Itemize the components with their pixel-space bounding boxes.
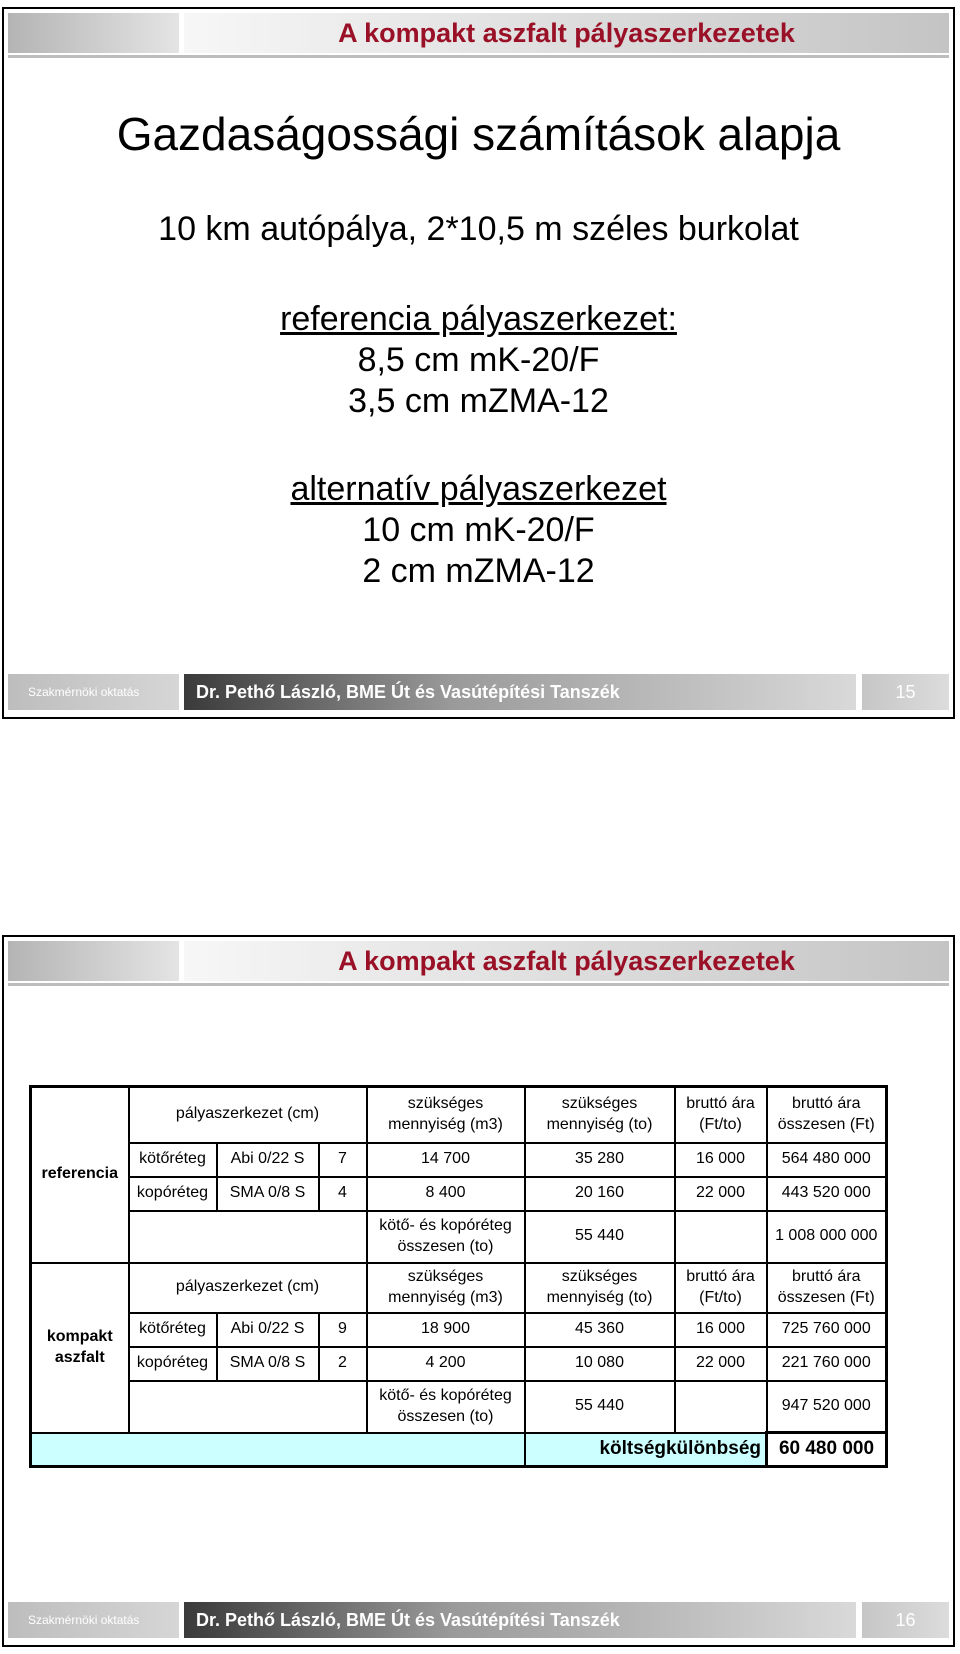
- layer-name: kötőréteg: [129, 1143, 217, 1177]
- table-row: [31, 1347, 887, 1381]
- alternative-layer-1: 10 cm mK-20/F: [362, 510, 595, 549]
- reference-title: referencia pályaszerkezet:: [280, 300, 677, 338]
- total-price: 221 760 000: [767, 1347, 887, 1381]
- header-volume: szükséges mennyiség (m3): [367, 1263, 525, 1313]
- mass: 45 360: [525, 1313, 675, 1347]
- difference-row: [31, 1433, 887, 1467]
- thickness: 7: [319, 1143, 367, 1177]
- table-row: [31, 1143, 887, 1177]
- mix-type: Abi 0/22 S: [217, 1143, 319, 1177]
- slide-footer: [8, 1602, 949, 1638]
- layer-name: kopóréteg: [129, 1177, 217, 1211]
- group-label-reference: referencia: [31, 1087, 129, 1263]
- thickness: 2: [319, 1347, 367, 1381]
- unit-price: 16 000: [675, 1143, 767, 1177]
- slide-16: [2, 935, 955, 1647]
- header-rule: [8, 983, 949, 986]
- unit-price: 22 000: [675, 1347, 767, 1381]
- table-header-row: [31, 1263, 887, 1313]
- empty-cell: [31, 1433, 525, 1467]
- footer-course: Szakmérnöki oktatás: [8, 1602, 179, 1638]
- reference-structure: [4, 299, 953, 421]
- page-number: 16: [862, 1602, 949, 1638]
- slide-header: [8, 941, 949, 985]
- unit-price: 22 000: [675, 1177, 767, 1211]
- header-total-price: bruttó ára összesen (Ft): [767, 1263, 887, 1313]
- volume: 8 400: [367, 1177, 525, 1211]
- total-price: 564 480 000: [767, 1143, 887, 1177]
- header-unit-price: bruttó ára (Ft/to): [675, 1087, 767, 1143]
- total-price: 443 520 000: [767, 1177, 887, 1211]
- header-structure: pályaszerkezet (cm): [129, 1087, 367, 1143]
- footer-course: Szakmérnöki oktatás: [8, 674, 179, 710]
- difference-label: költségkülönbség: [525, 1433, 767, 1467]
- header-volume: szükséges mennyiség (m3): [367, 1087, 525, 1143]
- volume: 14 700: [367, 1143, 525, 1177]
- slide-header: [8, 13, 949, 57]
- subtotal-label: kötő- és kopóréteg összesen (to): [367, 1211, 525, 1263]
- subtotal-price: 947 520 000: [767, 1381, 887, 1433]
- table-row: [31, 1177, 887, 1211]
- subtotal-mass: 55 440: [525, 1211, 675, 1263]
- header-rule: [8, 55, 949, 58]
- reference-layer-2: 3,5 cm mZMA-12: [348, 381, 609, 420]
- subtotal-row: [31, 1381, 887, 1433]
- alternative-structure: [4, 469, 953, 591]
- reference-layer-1: 8,5 cm mK-20/F: [357, 340, 600, 379]
- empty-cell: [675, 1211, 767, 1263]
- unit-price: 16 000: [675, 1313, 767, 1347]
- table-header-row: [31, 1087, 887, 1143]
- empty-cell: [129, 1381, 367, 1433]
- total-price: 725 760 000: [767, 1313, 887, 1347]
- header-mass: szükséges mennyiség (to): [525, 1263, 675, 1313]
- subtotal-mass: 55 440: [525, 1381, 675, 1433]
- page-number: 15: [862, 674, 949, 710]
- alternative-layer-2: 2 cm mZMA-12: [362, 551, 595, 590]
- empty-cell: [675, 1381, 767, 1433]
- header-title: A kompakt aszfalt pályaszerkezetek: [338, 18, 795, 48]
- slide-footer: [8, 674, 949, 710]
- difference-value: 60 480 000: [767, 1433, 887, 1467]
- layer-name: kopóréteg: [129, 1347, 217, 1381]
- header-structure: pályaszerkezet (cm): [129, 1263, 367, 1313]
- subtotal-label: kötő- és kopóréteg összesen (to): [367, 1381, 525, 1433]
- header-left-bar: [8, 13, 179, 53]
- mass: 20 160: [525, 1177, 675, 1211]
- slide-15: [2, 7, 955, 719]
- thickness: 9: [319, 1313, 367, 1347]
- thickness: 4: [319, 1177, 367, 1211]
- mass: 10 080: [525, 1347, 675, 1381]
- header-left-bar: [8, 941, 179, 981]
- alternative-title: alternatív pályaszerkezet: [290, 470, 667, 508]
- footer-author: Dr. Pethő László, BME Út és Vasútépítési Tanszék: [184, 1602, 856, 1638]
- cost-comparison-table: [29, 1085, 888, 1468]
- mix-type: Abi 0/22 S: [217, 1313, 319, 1347]
- slide-heading: Gazdaságossági számítások alapja: [116, 108, 841, 160]
- mass: 35 280: [525, 1143, 675, 1177]
- subtotal-row: [31, 1211, 887, 1263]
- volume: 4 200: [367, 1347, 525, 1381]
- header-unit-price: bruttó ára (Ft/to): [675, 1263, 767, 1313]
- layer-name: kötőréteg: [129, 1313, 217, 1347]
- mix-type: SMA 0/8 S: [217, 1177, 319, 1211]
- footer-author: Dr. Pethő László, BME Út és Vasútépítési Tanszék: [184, 674, 856, 710]
- header-total-price: bruttó ára összesen (Ft): [767, 1087, 887, 1143]
- volume: 18 900: [367, 1313, 525, 1347]
- table-row: [31, 1313, 887, 1347]
- empty-cell: [129, 1211, 367, 1263]
- subtotal-price: 1 008 000 000: [767, 1211, 887, 1263]
- mix-type: SMA 0/8 S: [217, 1347, 319, 1381]
- group-label-compact: kompakt aszfalt: [31, 1263, 129, 1433]
- header-mass: szükséges mennyiség (to): [525, 1087, 675, 1143]
- header-title: A kompakt aszfalt pályaszerkezetek: [338, 946, 795, 976]
- road-description: 10 km autópálya, 2*10,5 m széles burkolat: [158, 210, 799, 248]
